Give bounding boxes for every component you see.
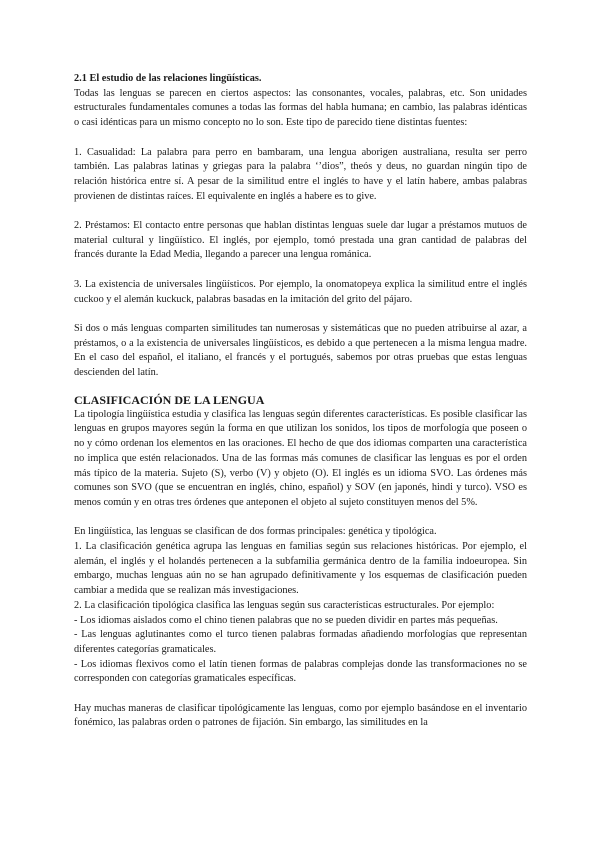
list-item-aglutinantes: - Las lenguas aglutinantes como el turco tienen palabras formadas añadiendo morfologías que representan diferentes categorías gramaticales. — [74, 629, 527, 655]
conclusion-paragraph: Si dos o más lenguas comparten similitudes tan numerosas y sistemáticas que no pueden atribuirse al azar, a préstamos, o a la existencia de universales lingüísticos, es debido a que pertenecen a la misma lengua madre. En el caso del español, el italiano, el francés y el portugués, sabemos por otras pruebas que estas lenguas descienden del latín. — [74, 322, 527, 378]
point-prestamos: 2. Préstamos: El contacto entre personas que hablan distintas lenguas suele dar lugar a préstamos mutuos de material cultural y lingüístico. El inglés, por ejemplo, tomó prestada una gran cantidad de palabras del francés durante la Edad Media, llegando a parecer una lengua románica. — [74, 220, 527, 261]
point-casualidad: 1. Casualidad: La palabra para perro en bambaram, una lengua aborigen australiana, resulta ser perro también. Las palabras latinas y griegas para la palabra ‘’dios”, theós y deus, no guardan ningún tipo de relación histórica entre sí. A pesar de la similitud entre el inglés to have y el latín habere, ambas palabras provienen de distintas raíces. El equivalente en inglés a habere es to give. — [74, 146, 527, 202]
point-universales: 3. La existencia de universales lingüísticos. Por ejemplo, la onomatopeya explica la similitud entre el inglés cuckoo y el alemán kuckuck, palabras basadas en la imitación del grito del pájaro. — [74, 278, 527, 305]
list-item-flexivos: - Los idiomas flexivos como el latín tienen formas de palabras complejas donde las transformaciones no se corresponden con categorías gramaticales específicas. — [74, 658, 527, 685]
typological-classification-line: 2. La clasificación tipológica clasifica las lenguas según sus características estructurales. Por ejemplo: — [74, 599, 495, 611]
list-item-aislados: - Los idiomas aislados como el chino tienen palabras que no se pueden dividir en partes más pequeñas. — [74, 614, 498, 626]
intro-paragraph: Todas las lenguas se parecen en ciertos aspectos: las consonantes, vocales, palabras, etc. Son unidades estructurales fundamentales comunes a todas las formas del habla humana; en cambio, las palabras idénticas o casi idénticas para un mismo concepto no lo son. Este tipo de parecido tiene distintas fuentes: — [74, 87, 527, 129]
section-heading-clasificacion: CLASIFICACIÓN DE LA LENGUA — [74, 392, 265, 407]
genetic-classification-paragraph: 1. La clasificación genética agrupa las lenguas en familias según sus relaciones históricas. Por ejemplo, el alemán, el inglés y el holandés pertenecen a la subfamilia germánica dentro de la familia indoeuropea. Sin embargo, muchas lenguas aún no se han agrupado definitivamente y los esquemas de clasificación pueden cambiar a medida que se realizan más investigaciones. — [74, 541, 527, 597]
section-heading-relaciones: 2.1 El estudio de las relaciones lingüísticas. — [74, 73, 262, 84]
closing-paragraph: Hay muchas maneras de clasificar tipológicamente las lenguas, como por ejemplo basándose en el inventario fonémico, las palabras orden o patrones de fijación. Sin embargo, las similitudes en la — [74, 702, 527, 729]
classification-intro-line: En lingüística, las lenguas se clasifican de dos formas principales: genética y tipológica. — [74, 526, 437, 538]
tipologia-paragraph: La tipología lingüística estudia y clasifica las lenguas según diferentes características. Es posible clasificar las lenguas en grupos mayores según la forma en que utilizan los sonidos, los tipos de morfología que poseen o no y cómo ordenan los elementos en las oraciones. El hecho de que dos idiomas comparten una característica no implica que estén relacionados. Una de las formas más comunes de clasificar las lenguas es por el orden más típico de la materia. Sujeto (S), verbo (V) y objeto (O). El inglés es un idioma SVO. Las órdenes más comunes son SVO (que se encuentran en inglés, chino, español) y SOV (en japonés, hindi y turco). VSO es menos común y en otras tres órdenes que anteponen el objeto al sujeto constituyen menos del 5%. — [74, 408, 527, 508]
